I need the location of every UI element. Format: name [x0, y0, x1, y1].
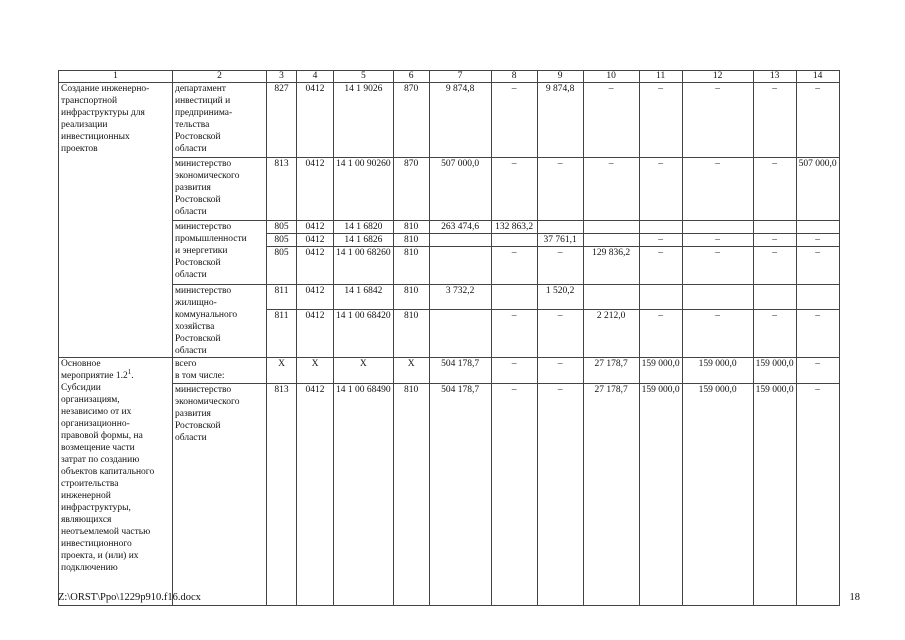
- measure-name-line: [61, 454, 170, 466]
- value-cell-col5: 14 1 00 90260: [334, 158, 394, 221]
- value-cell-col12: –: [682, 158, 753, 221]
- value-cell-col11: [639, 285, 682, 310]
- value-cell-col9: –: [537, 247, 583, 285]
- executor-line: экономического: [175, 171, 240, 181]
- measure-name-line: [61, 83, 170, 95]
- value-cell-col4: 0412: [297, 83, 334, 158]
- value-cell-col14: –: [796, 247, 839, 285]
- value-cell-col6: 810: [393, 247, 429, 285]
- value-cell-col5: 14 1 9026: [334, 83, 394, 158]
- value-cell-col5: X: [334, 358, 394, 384]
- value-cell-col13: –: [753, 310, 796, 358]
- executor-cell: [173, 158, 267, 221]
- value-cell-col12: –: [682, 83, 753, 158]
- executor-line: области: [175, 346, 207, 356]
- value-cell-col14: [796, 285, 839, 310]
- value-cell-col14: –: [796, 384, 839, 606]
- value-cell-col7: 263 474,6: [429, 221, 491, 234]
- measure-name-line: [61, 526, 170, 538]
- value-cell-col10: –: [583, 83, 639, 158]
- executor-line: Ростовской: [175, 334, 221, 344]
- executor-line: экономического: [175, 397, 240, 407]
- measure-name-line: [61, 538, 170, 550]
- value-cell-col11: –: [639, 234, 682, 247]
- value-cell-col11: –: [639, 247, 682, 285]
- measure-name-text: инфраструктуры для: [61, 108, 145, 118]
- executor-line: области: [175, 207, 207, 217]
- value-cell-col6: 810: [393, 384, 429, 606]
- value-cell-col6: X: [393, 358, 429, 384]
- measure-name-text: проекта, и (или) их: [61, 551, 139, 561]
- header-cell: 5: [334, 71, 394, 83]
- measure-name-text: являющихся: [61, 515, 112, 525]
- value-cell-col14: [796, 221, 839, 234]
- value-cell-col8: 132 863,2: [491, 221, 537, 234]
- value-cell-col10: [583, 234, 639, 247]
- value-cell-col4: 0412: [297, 384, 334, 606]
- measure-name-line: [61, 514, 170, 526]
- executor-line: и энергетики: [175, 246, 228, 256]
- measure-name-text: затрат по созданию: [61, 455, 140, 465]
- measure-name-text: возмещение части: [61, 443, 135, 453]
- value-cell-col3: 805: [267, 221, 297, 234]
- executor-line: министерство: [175, 286, 232, 296]
- page-number: 18: [849, 592, 860, 603]
- measure-name-line: [61, 358, 170, 370]
- header-cell: 4: [297, 71, 334, 83]
- measure-name-line: [61, 466, 170, 478]
- value-cell-col7: 9 874,8: [429, 83, 491, 158]
- header-cell: 6: [393, 71, 429, 83]
- value-cell-col11: 159 000,0: [639, 358, 682, 384]
- measure-name-line: [61, 550, 170, 562]
- footer-file-path: Z:\ORST\Ppo\1229p910.f16.docx: [58, 592, 201, 603]
- value-cell-col6: 810: [393, 221, 429, 234]
- value-cell-col14: –: [796, 310, 839, 358]
- value-cell-col13: –: [753, 158, 796, 221]
- executor-cell: [173, 285, 267, 358]
- value-cell-col13: –: [753, 234, 796, 247]
- value-cell-col4: 0412: [297, 221, 334, 234]
- value-cell-col9: 9 874,8: [537, 83, 583, 158]
- header-cell: 11: [639, 71, 682, 83]
- value-cell-col11: –: [639, 310, 682, 358]
- measure-name-line: [61, 418, 170, 430]
- executor-line: области: [175, 144, 207, 154]
- value-cell-col3: 805: [267, 234, 297, 247]
- table-row: [59, 285, 840, 310]
- measure-name-text: проектов: [61, 144, 98, 154]
- header-cell: 14: [796, 71, 839, 83]
- value-cell-col12: 159 000,0: [682, 384, 753, 606]
- value-cell-col7: 504 178,7: [429, 384, 491, 606]
- header-cell: 13: [753, 71, 796, 83]
- executor-line: департамент: [175, 84, 226, 94]
- measure-name-text: правовой формы, на: [61, 431, 143, 441]
- measure-name-line: [61, 406, 170, 418]
- executor-cell: [173, 221, 267, 285]
- measure-name-text: инженерной: [61, 491, 111, 501]
- value-cell-col8: –: [491, 384, 537, 606]
- header-cell: 10: [583, 71, 639, 83]
- executor-line: области: [175, 270, 207, 280]
- measure-name-text: организациям,: [61, 395, 120, 405]
- executor-line: министерство: [175, 222, 232, 232]
- value-cell-col9: 1 520,2: [537, 285, 583, 310]
- measure-name-text: независимо от их: [61, 407, 132, 417]
- executor-cell: [173, 384, 267, 606]
- value-cell-col11: [639, 221, 682, 234]
- value-cell-col12: –: [682, 247, 753, 285]
- value-cell-col9: –: [537, 384, 583, 606]
- measure-name-line: [61, 382, 170, 394]
- value-cell-col10: 129 836,2: [583, 247, 639, 285]
- measure-name-text: Создание инженерно-: [61, 84, 150, 94]
- measure-name-text: мероприятие 1.2: [61, 371, 128, 381]
- executor-line: инвестиций и: [175, 96, 231, 106]
- table-row: [59, 83, 840, 158]
- value-cell-col7: [429, 234, 491, 247]
- value-cell-col14: 507 000,0: [796, 158, 839, 221]
- value-cell-col9: 37 761,1: [537, 234, 583, 247]
- executor-line: хозяйства: [175, 322, 215, 332]
- table-row: [59, 221, 840, 234]
- measure-name-line: [61, 143, 170, 155]
- value-cell-col10: [583, 221, 639, 234]
- header-cell: 2: [173, 71, 267, 83]
- measure-name-line: [61, 442, 170, 454]
- executor-line: тельства: [175, 120, 210, 130]
- value-cell-col7: 3 732,2: [429, 285, 491, 310]
- value-cell-col12: –: [682, 234, 753, 247]
- measure-name-cell: [59, 83, 173, 358]
- value-cell-col5: 14 1 6820: [334, 221, 394, 234]
- measure-name-line: [61, 95, 170, 107]
- value-cell-col5: 14 1 6826: [334, 234, 394, 247]
- measure-name-line: [61, 562, 170, 574]
- value-cell-col13: 159 000,0: [753, 358, 796, 384]
- value-cell-col3: 805: [267, 247, 297, 285]
- value-cell-col5: 14 1 00 68260: [334, 247, 394, 285]
- value-cell-col13: 159 000,0: [753, 384, 796, 606]
- measure-name-text: объектов капитального: [61, 467, 155, 477]
- table-row: [59, 384, 840, 606]
- measure-name-line: [61, 131, 170, 143]
- value-cell-col12: 159 000,0: [682, 358, 753, 384]
- executor-line: Ростовской: [175, 195, 221, 205]
- measure-name-text: инвестиционного: [61, 539, 132, 549]
- value-cell-col8: –: [491, 158, 537, 221]
- value-cell-col13: [753, 285, 796, 310]
- value-cell-col4: 0412: [297, 234, 334, 247]
- measure-name-text: инвестиционных: [61, 132, 130, 142]
- value-cell-col13: –: [753, 247, 796, 285]
- value-cell-col10: 27 178,7: [583, 358, 639, 384]
- value-cell-col9: [537, 221, 583, 234]
- measure-name-line: [61, 478, 170, 490]
- header-cell: 1: [59, 71, 173, 83]
- value-cell-col7: [429, 310, 491, 358]
- value-cell-col8: [491, 285, 537, 310]
- executor-line: области: [175, 433, 207, 443]
- measure-name-text: транспортной: [61, 96, 118, 106]
- executor-line: жилищно-: [175, 298, 217, 308]
- value-cell-col14: –: [796, 83, 839, 158]
- executor-cell: [173, 358, 267, 384]
- value-cell-col9: –: [537, 158, 583, 221]
- value-cell-col11: –: [639, 83, 682, 158]
- value-cell-col7: 504 178,7: [429, 358, 491, 384]
- executor-line: промышленности: [175, 234, 247, 244]
- value-cell-col11: –: [639, 158, 682, 221]
- value-cell-col14: –: [796, 234, 839, 247]
- measure-name-text: реализации: [61, 120, 108, 130]
- value-cell-col10: [583, 285, 639, 310]
- value-cell-col7: 507 000,0: [429, 158, 491, 221]
- measure-name-line: [61, 107, 170, 119]
- value-cell-col8: –: [491, 310, 537, 358]
- value-cell-col7: [429, 247, 491, 285]
- value-cell-col10: 27 178,7: [583, 384, 639, 606]
- value-cell-col4: 0412: [297, 247, 334, 285]
- measure-name-text: строительства: [61, 479, 119, 489]
- measure-name-line: [61, 430, 170, 442]
- measure-name-line: [61, 119, 170, 131]
- measure-name-text: подключению: [61, 563, 118, 573]
- value-cell-col8: –: [491, 83, 537, 158]
- value-cell-col5: 14 1 6842: [334, 285, 394, 310]
- executor-line: в том числе:: [175, 371, 225, 381]
- executor-line: министерство: [175, 385, 232, 395]
- value-cell-col5: 14 1 00 68490: [334, 384, 394, 606]
- budget-table: [58, 70, 840, 606]
- value-cell-col3: 811: [267, 285, 297, 310]
- value-cell-col12: [682, 285, 753, 310]
- value-cell-col13: [753, 221, 796, 234]
- value-cell-col12: [682, 221, 753, 234]
- executor-line: Ростовской: [175, 132, 221, 142]
- value-cell-col3: 813: [267, 158, 297, 221]
- value-cell-col4: 0412: [297, 285, 334, 310]
- header-cell: 7: [429, 71, 491, 83]
- value-cell-col3: 813: [267, 384, 297, 606]
- value-cell-col6: 810: [393, 285, 429, 310]
- measure-name-text: инфраструктуры,: [61, 503, 131, 513]
- value-cell-col4: 0412: [297, 158, 334, 221]
- measure-name-text: неотъемлемой частью: [61, 527, 151, 537]
- value-cell-col10: –: [583, 158, 639, 221]
- header-row: [59, 71, 840, 83]
- value-cell-col3: 811: [267, 310, 297, 358]
- value-cell-col12: –: [682, 310, 753, 358]
- value-cell-col9: –: [537, 310, 583, 358]
- executor-cell: [173, 83, 267, 158]
- measure-name-text: Основное: [61, 359, 101, 369]
- header-cell: 3: [267, 71, 297, 83]
- table-row: [59, 158, 840, 221]
- measure-name-line: мероприятие $1.2^1$.: [61, 367, 134, 381]
- value-cell-col4: 0412: [297, 310, 334, 358]
- header-cell: 8: [491, 71, 537, 83]
- value-cell-col11: 159 000,0: [639, 384, 682, 606]
- header-cell: 9: [537, 71, 583, 83]
- value-cell-col5: 14 1 00 68420: [334, 310, 394, 358]
- value-cell-col6: 810: [393, 234, 429, 247]
- table-row: [59, 358, 840, 384]
- executor-line: коммунального: [175, 310, 238, 320]
- executor-line: министерство: [175, 159, 232, 169]
- value-cell-col13: –: [753, 83, 796, 158]
- measure-name-line: [61, 490, 170, 502]
- executor-line: всего: [175, 359, 197, 369]
- value-cell-col8: –: [491, 247, 537, 285]
- value-cell-col3: X: [267, 358, 297, 384]
- executor-line: Ростовской: [175, 421, 221, 431]
- value-cell-col9: –: [537, 358, 583, 384]
- executor-line: развития: [175, 409, 211, 419]
- value-cell-col8: [491, 234, 537, 247]
- executor-line: Ростовской: [175, 258, 221, 268]
- value-cell-col6: 810: [393, 310, 429, 358]
- value-cell-col6: 870: [393, 158, 429, 221]
- header-cell: 12: [682, 71, 753, 83]
- measure-name-cell: [59, 358, 173, 606]
- value-cell-col6: 870: [393, 83, 429, 158]
- measure-name-line: [61, 394, 170, 406]
- value-cell-col8: –: [491, 358, 537, 384]
- value-cell-col10: 2 212,0: [583, 310, 639, 358]
- value-cell-col3: 827: [267, 83, 297, 158]
- measure-name-text: организационно-: [61, 419, 130, 429]
- value-cell-col4: X: [297, 358, 334, 384]
- measure-name-line: [61, 502, 170, 514]
- executor-line: предпринима-: [175, 108, 233, 118]
- executor-line: развития: [175, 183, 211, 193]
- value-cell-col14: –: [796, 358, 839, 384]
- footnote-marker: 1: [127, 367, 132, 376]
- measure-name-text: Субсидии: [61, 383, 101, 393]
